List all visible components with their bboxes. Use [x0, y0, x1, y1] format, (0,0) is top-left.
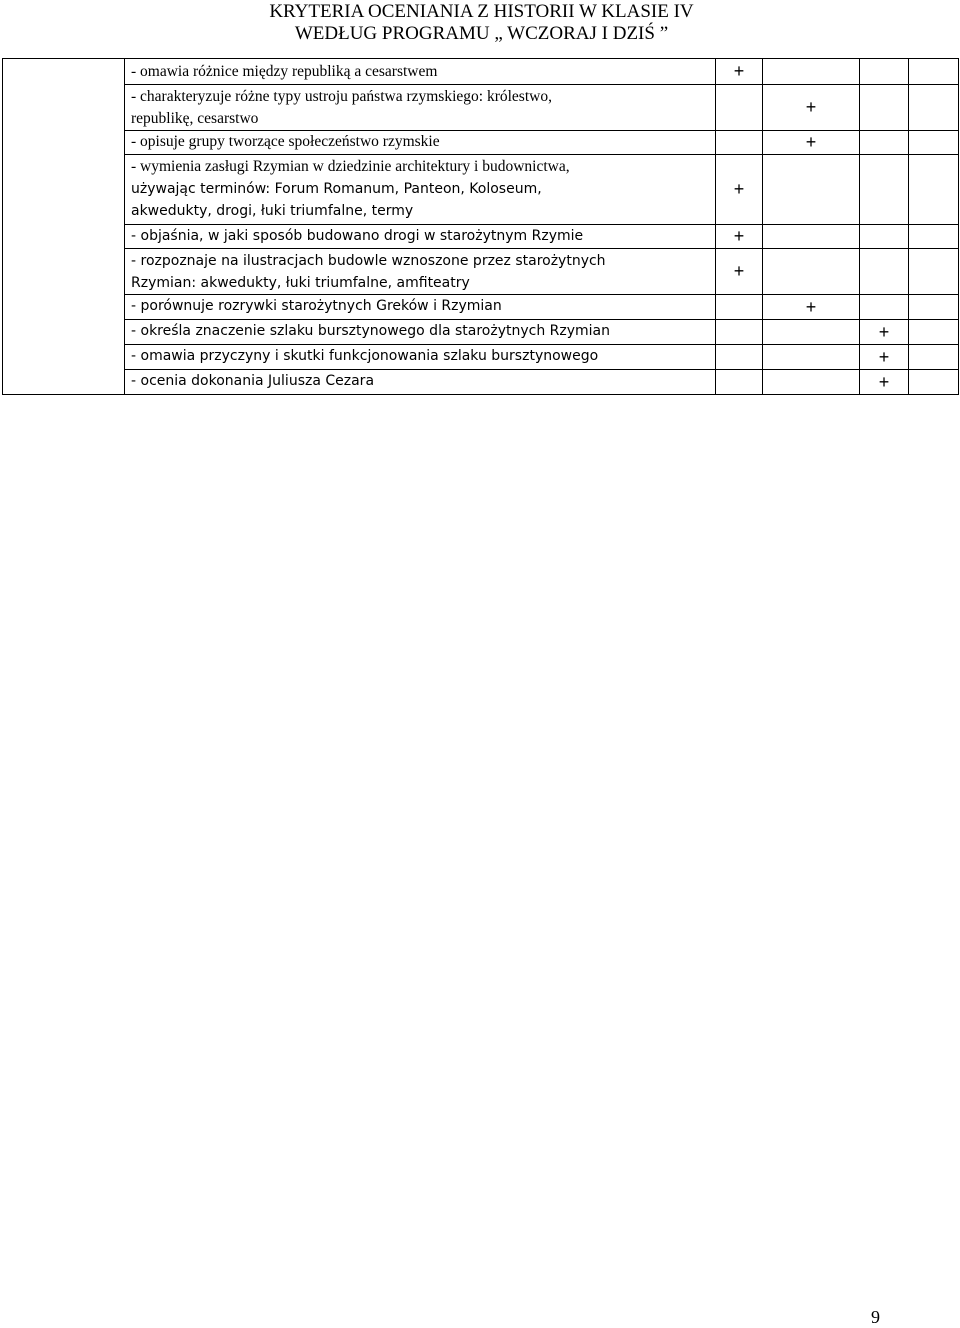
mark-cell-4: [909, 59, 959, 85]
criterion-cell: [125, 295, 716, 320]
table-row: [3, 295, 959, 320]
mark-cell-4: [909, 85, 959, 131]
mark-cell-2: [763, 320, 860, 345]
criterion-text: - charakteryzuje różne typy ustroju państwa rzymskiego: królestwo,: [131, 88, 552, 105]
criterion-text: - omawia różnice między republiką a cesarstwem: [131, 63, 438, 80]
header-title-line2: WEDŁUG PROGRAMU „ WCZORAJ I DZIŚ ”: [294, 23, 669, 44]
criteria-table: [2, 58, 959, 395]
mark-cell-1: +: [716, 59, 763, 85]
criterion-text: - wymienia zasługi Rzymian w dziedzinie architektury i budownictwa,: [131, 158, 570, 175]
criterion-text: - ocenia dokonania Juliusza Cezara: [131, 373, 375, 389]
criterion-cell: [125, 345, 716, 370]
mark-cell-3: [860, 155, 909, 225]
mark-cell-3: +: [860, 370, 909, 395]
table-row: [3, 59, 959, 85]
table-row: [3, 345, 959, 370]
mark-cell-4: [909, 295, 959, 320]
criterion-text: - porównuje rozrywki starożytnych Greków i Rzymian: [131, 298, 502, 314]
mark-cell-3: [860, 59, 909, 85]
mark-cell-4: [909, 225, 959, 249]
mark-cell-2: +: [763, 131, 860, 155]
mark-cell-2: [763, 225, 860, 249]
table-row: [3, 225, 959, 249]
criterion-cell: [125, 59, 716, 85]
mark-cell-4: [909, 320, 959, 345]
table-row: [3, 85, 959, 131]
criterion-text: - objaśnia, w jaki sposób budowano drogi w starożytnym Rzymie: [131, 228, 584, 244]
mark-cell-2: [763, 155, 860, 225]
mark-cell-3: [860, 225, 909, 249]
criterion-text: - omawia przyczyny i skutki funkcjonowania szlaku bursztynowego: [131, 348, 599, 364]
mark-cell-4: [909, 131, 959, 155]
mark-cell-1: +: [716, 249, 763, 295]
mark-cell-1: [716, 295, 763, 320]
criterion-text: - opisuje grupy tworzące społeczeństwo rzymskie: [131, 133, 440, 150]
mark-cell-1: [716, 131, 763, 155]
mark-cell-3: +: [860, 345, 909, 370]
mark-cell-1: +: [716, 225, 763, 249]
criterion-text: republikę, cesarstwo: [131, 110, 259, 127]
mark-cell-4: [909, 155, 959, 225]
mark-cell-3: [860, 85, 909, 131]
criterion-text: Rzymian: akwedukty, łuki triumfalne, amfiteatry: [131, 275, 470, 291]
mark-cell-1: +: [716, 155, 763, 225]
mark-cell-3: [860, 131, 909, 155]
header-title-line1: KRYTERIA OCENIANIA Z HISTORII W KLASIE IV: [269, 1, 694, 22]
criterion-cell: [125, 225, 716, 249]
table-row: [3, 131, 959, 155]
criterion-text: akwedukty, drogi, łuki triumfalne, termy: [131, 203, 414, 219]
criterion-cell: [125, 155, 716, 225]
mark-cell-3: [860, 295, 909, 320]
criterion-cell: [125, 249, 716, 295]
criterion-cell: [125, 370, 716, 395]
mark-cell-4: [909, 249, 959, 295]
mark-cell-1: [716, 85, 763, 131]
mark-cell-4: [909, 370, 959, 395]
criterion-cell: [125, 131, 716, 155]
mark-cell-3: +: [860, 320, 909, 345]
table-row: [3, 370, 959, 395]
mark-cell-2: [763, 345, 860, 370]
table-row: [3, 249, 959, 295]
criterion-text: - określa znaczenie szlaku bursztynowego dla starożytnych Rzymian: [131, 323, 611, 339]
table-row: [3, 320, 959, 345]
criterion-text: - rozpoznaje na ilustracjach budowle wznoszone przez starożytnych: [131, 253, 606, 269]
mark-cell-1: [716, 345, 763, 370]
mark-cell-1: [716, 320, 763, 345]
page-number: 9: [871, 1307, 880, 1327]
mark-cell-2: [763, 370, 860, 395]
mark-cell-2: [763, 249, 860, 295]
left-stub-cell: [3, 59, 125, 395]
mark-cell-2: [763, 59, 860, 85]
mark-cell-2: +: [763, 295, 860, 320]
mark-cell-3: [860, 249, 909, 295]
criterion-cell: [125, 85, 716, 131]
mark-cell-2: +: [763, 85, 860, 131]
mark-cell-4: [909, 345, 959, 370]
mark-cell-1: [716, 370, 763, 395]
criterion-text: używając terminów: Forum Romanum, Panteon, Koloseum,: [131, 181, 542, 197]
criterion-cell: [125, 320, 716, 345]
table-row: [3, 155, 959, 225]
